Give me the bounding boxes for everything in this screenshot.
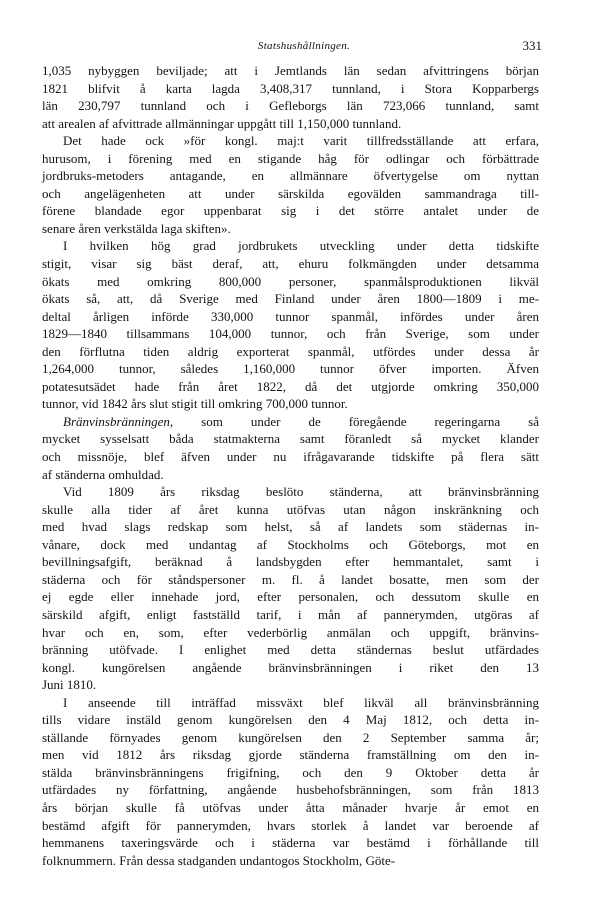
line-text: att arealen af afvittrade allmänningar uppgått till 1,150,000 tunnland. [42,115,402,131]
paragraph [42,413,539,483]
line-text: skulle alla tider af året kunna utöfvas utan någon inskränkning och [42,501,539,517]
line-text: Vid 1809 års riksdag beslöto ständerna, att bränvinsbränning [63,484,539,500]
line-text: Juni 1810. [42,677,97,693]
line-text: men vid 1812 års riksdag gjorde ständerna framställning om den in- [42,747,539,763]
running-title: Statshushållningen. [257,40,351,52]
text-line [42,834,539,852]
text-line [42,308,539,326]
text-line [42,185,539,203]
text-line [42,536,539,554]
line-text: hvar och en, som, efter vederbörlig anmälan och uppgift, bränvins- [42,624,539,640]
line-text: Det hade ock »för kongl. maj:t varit tillfredsställande att erfara, [63,133,539,149]
paragraph [42,483,539,694]
line-text: 1,264,000 tunnor, således 1,160,000 tunnor öfver importen. Äfven [42,361,539,377]
line-text: folknummern. Från dessa stadganden undantogos Stockholm, Göte- [42,852,396,868]
text-line [42,729,539,747]
text-line [42,167,539,185]
text-line [42,764,539,782]
text-line [42,817,539,835]
paragraph [42,694,539,869]
line-text: senare åren verkstälda laga skiften». [42,220,231,236]
text-line [42,588,539,606]
text-line [42,746,539,764]
line-text: tunnor, vid 1842 års slut stigit till omkring 700,000 tunnor. [42,396,348,412]
line-text: 1829—1840 tillsammans 104,000 tunnor, och från Sverige, som under [42,326,539,342]
line-text: af ständerna omhuldad. [42,466,164,482]
line-text: städerna och för ståndspersoner m. fl. å landet bosatte, men som der [42,571,539,587]
line-text: 1821 blifvit å karta lagda 3,408,317 tunnland, i Stora Kopparbergs [42,80,539,96]
text-line [42,62,539,80]
text-line [42,255,539,273]
line-text: 1,035 nybyggen beviljade; att i Jemtlands län sedan afvittringens början [42,63,539,78]
line-text: ökats så, att, då Sverige med Finland under åren 1800—1809 i me- [42,291,539,307]
text-line [42,694,539,712]
text-line [42,325,539,343]
line-text: hurusom, i förening med en stigande håg för odlingar och förbättrade [42,150,539,166]
line-text: tills vidare instäld genom kungörelsen den 4 Maj 1812, och detta in- [42,712,539,728]
text-line [42,448,539,466]
line-text: hemmanens taxeringsvärde och i städerna var bestämd i förhållande till [42,835,539,851]
text-line [42,413,539,431]
line-text: kongl. kungörelsen angående bränvinsbränningen i riket den 13 [42,659,539,675]
line-text: ökats med omkring 800,000 personer, spanmålsproduktionen likväl [42,273,539,289]
line-text: med hvad slags redskap som helst, så af landets som städernas in- [42,519,539,535]
line-text: I anseende till inträffad missväxt blef likväl all bränvinsbränning [63,694,539,710]
text-line [42,501,539,519]
line-text: mycket sysselsatt båda statmakterna samt föranledt så mycket klander [42,431,539,447]
text-line [42,80,539,98]
text-line [42,466,539,484]
text-line [42,343,539,361]
line-text: potatesutsädet hade från året 1822, då det utgjorde omkring 350,000 [42,378,539,394]
paragraph [42,62,539,132]
line-text: och missnöje, blef äfven under nu ifrågavarande tidskifte på flera sätt [42,449,539,465]
text-line [42,624,539,642]
text-line [42,852,539,870]
text-line [42,711,539,729]
text-line [42,518,539,536]
line-text: års början skulle få utöfvas under åtta månader hvarje år emot en [42,799,539,815]
line-text: ej egde eller innehade jord, efter personalen, och dessutom skulle en [42,589,539,605]
line-text: särskild afgift, enligt fastställd tarif, i mån af pannerymden, utgöras af [42,606,539,622]
line-text: och angelägenheten att under särskilda egovälden sammandraga till- [42,185,539,201]
line-text: deltal årligen införde 330,000 tunnor spanmål, infördes under åren [42,308,539,324]
line-text: jordbruks-metoders antagande, en allmännare öfvertygelse om nyttan [42,168,539,184]
line-text: stigit, visar sig bäst deraf, att, ehuru folkmängden under detsamma [42,256,539,272]
text-line [42,132,539,150]
line-text: stälda bränvinsbränningens frigifning, och den 9 Oktober detta år [42,764,539,780]
line-text: förene blandade egor uppenbarat sig i det större antalet under de [42,203,539,219]
line-text: den förflutna tiden aldrig exporterat spanmål, utfördes under dessa år [42,343,539,359]
text-line [42,799,539,817]
line-text: bevillningsafgift, beräknad å landsbygden efter hemmantalet, samt i [42,554,539,570]
text-line [42,676,539,694]
text-line [42,220,539,238]
text-line [42,430,539,448]
text-line [42,150,539,168]
line-text: I hvilken hög grad jordbrukets utveckling under detta tidskifte [63,238,539,254]
text-line [42,395,539,413]
line-text: ställande förnyades genom kungörelsen den 2 September samma år; [42,729,539,745]
line-text: som under de föregående regeringarna så [173,413,539,429]
line-text: bränning utöfvade. I enlighet med detta ständernas beslut utfärdades [42,642,539,658]
text-line [42,781,539,799]
body-text [42,62,539,869]
text-line [42,571,539,589]
line-text: vånare, dock med undantag af Stockholms och Göteborgs, mot en [42,536,539,552]
text-line [42,202,539,220]
line-text: bestämd afgift för pannerymden, hvars storlek å landet var beroende af [42,817,539,833]
text-line [42,641,539,659]
text-line [42,273,539,291]
italic-lead-term: Bränvinsbränningen, [63,413,174,429]
text-line [42,290,539,308]
line-text: län 230,797 tunnland och i Gefleborgs län 723,066 tunnland, samt [42,98,539,114]
text-line [42,97,539,115]
text-line [42,378,539,396]
page-number: 331 [522,38,542,53]
text-line [42,237,539,255]
text-line [42,606,539,624]
text-line [42,360,539,378]
paragraph [42,237,539,412]
line-text: utfärdades ny författning, angående husbehofsbränningen, som från 1813 [42,782,539,798]
text-line [42,659,539,677]
paragraph [42,132,539,237]
text-line [42,115,539,133]
text-line [42,483,539,501]
text-line [42,553,539,571]
